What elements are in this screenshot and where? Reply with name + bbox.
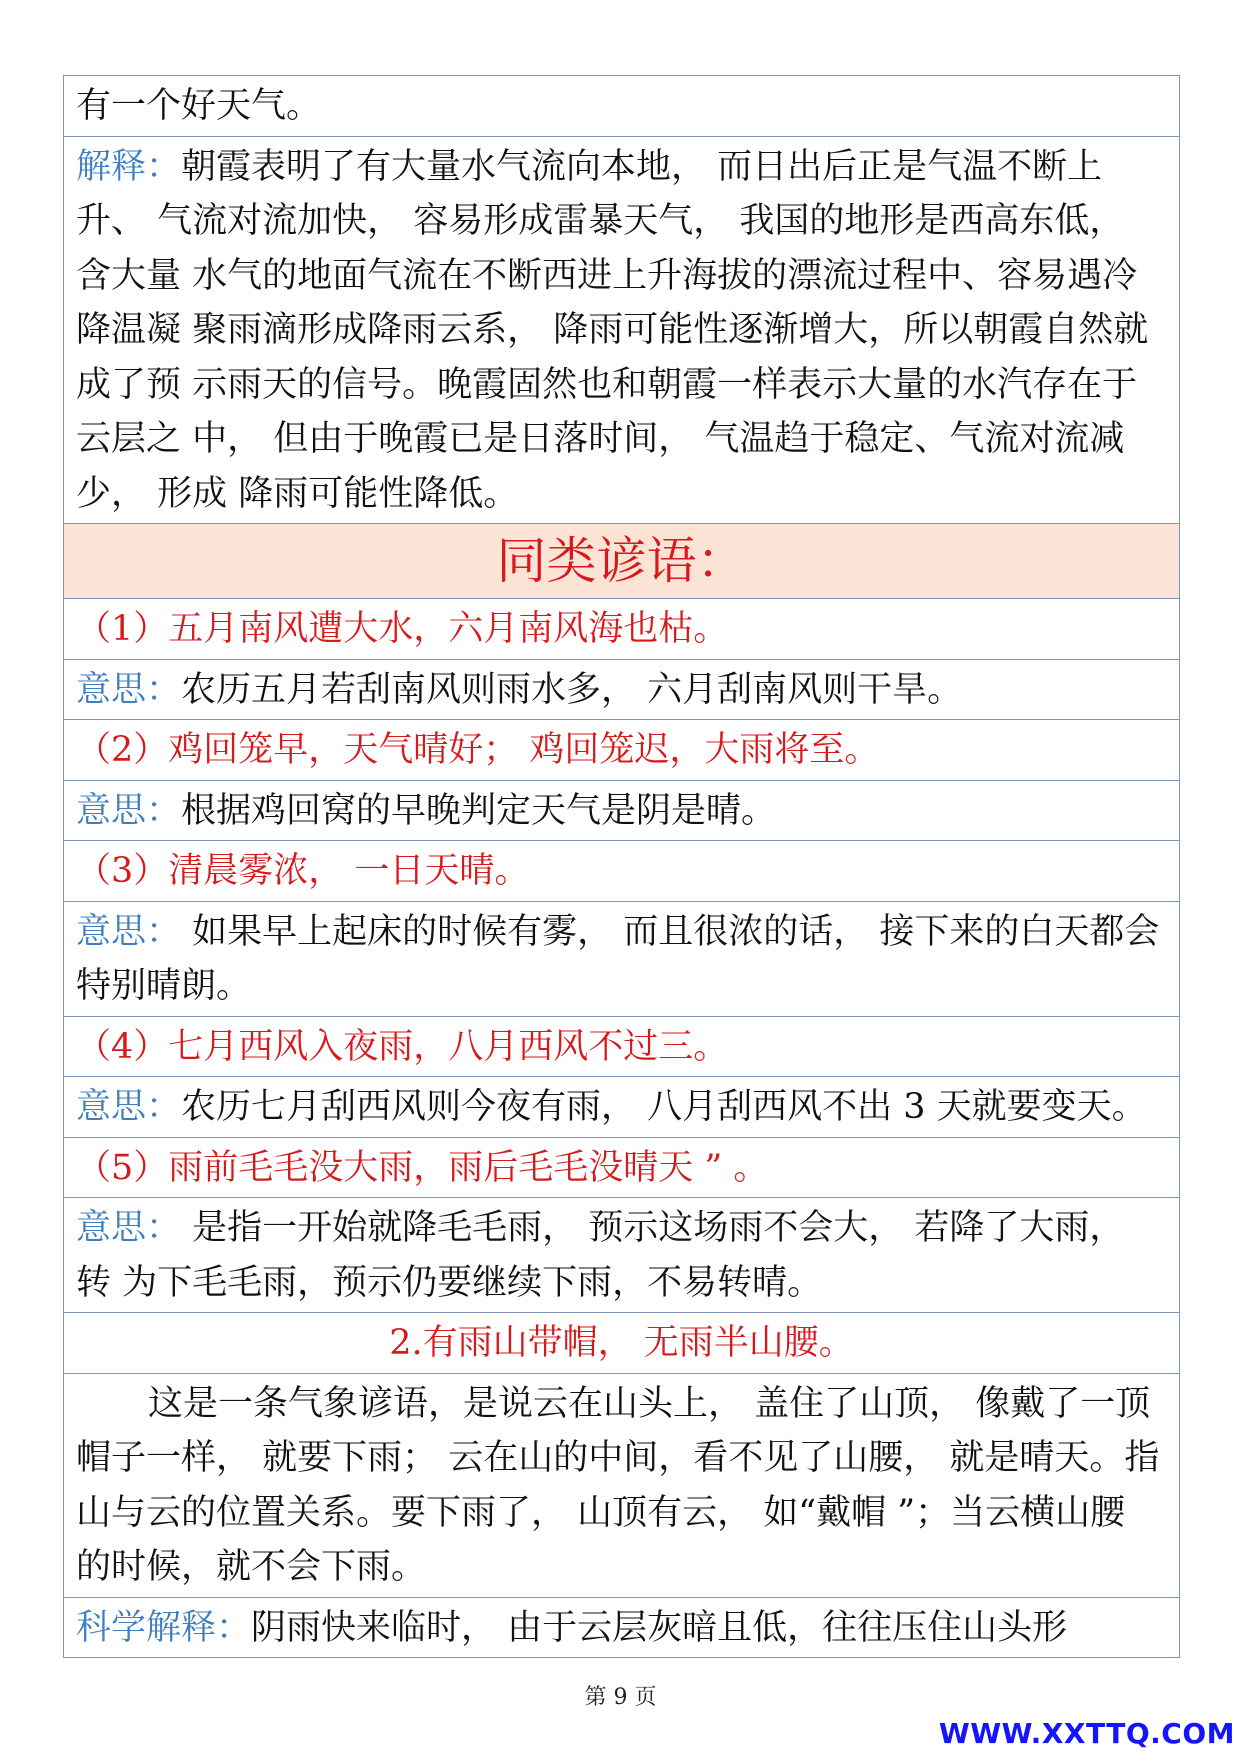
proverb-3: （3）清晨雾浓， 一日天晴。 xyxy=(64,841,1180,902)
proverb-2: （2）鸡回笼早，天气晴好； 鸡回笼迟，大雨将至。 xyxy=(64,720,1180,781)
meaning-text: 农历七月刮西风则今夜有雨， 八月刮西风不出 3 天就要变天。 xyxy=(181,1087,1147,1127)
table-row xyxy=(64,1597,1180,1658)
meaning-text: 农历五月若刮南风则雨水多， 六月刮南风则干旱。 xyxy=(181,669,963,710)
table-row xyxy=(64,524,1180,599)
meaning-label: 意思： xyxy=(76,790,182,831)
table-row xyxy=(64,841,1180,902)
meaning-label: 意思： xyxy=(76,911,182,952)
proverb-1: （1）五月南风遭大水，六月南风海也枯。 xyxy=(64,599,1180,660)
meaning-text: 根据鸡回窝的早晚判定天气是阴是晴。 xyxy=(181,790,777,831)
table-row xyxy=(64,901,1180,1016)
meaning-text: 是指一开始就降毛毛雨， 预示这场雨不会大， 若降了大雨， 转 为下毛毛雨，预示仍要继续下雨，不易转晴。 xyxy=(76,1208,1125,1303)
content-table xyxy=(63,75,1180,1658)
explanation-label: 解释： xyxy=(76,146,182,187)
explanation-text: 朝霞表明了有大量水气流向本地， 而日出后正是气温不断上升、 气流对流加快， 容易形成雷暴天气， 我国的地形是西高东低， 含大量 水气的地面气流在不断西进上升海拔的漂流过程中、容易遇冷降温凝 聚雨滴形成降雨云系， 降雨可能性逐渐增大，所以朝霞自然就成了预 示雨天的信号。晚霞固然也和朝霞一样表示大量的水汽存在于云层之 中， 但由于晚霞已是日落时间， 气温趋于稳定、气流对流减少， 形成 降雨可能性降低。 xyxy=(76,146,1149,514)
proverb-4: （4）七月西风入夜雨，八月西风不过三。 xyxy=(64,1016,1180,1077)
page-number: 第 9 页 xyxy=(584,1685,657,1710)
meaning-cell xyxy=(64,901,1180,1016)
section-header: 同类谚语： xyxy=(64,524,1180,599)
table-row xyxy=(64,659,1180,720)
meaning-text: 如果早上起床的时候有雾， 而且很浓的话， 接下来的白天都会 特别晴朗。 xyxy=(76,911,1160,1006)
paragraph-cell: 这是一条气象谚语，是说云在山头上， 盖住了山顶， 像戴了一顶 帽子一样， 就要下雨； 云在山的中间，看不见了山腰， 就是晴天。指 山与云的位置关系。要下雨了， 山顶有云， 如“戴帽 ”；当云横山腰 的时候，就不会下雨。 xyxy=(64,1373,1180,1597)
table-row xyxy=(64,720,1180,781)
body-text: 有一个好天气。 xyxy=(76,86,322,126)
table-row xyxy=(64,136,1180,524)
meaning-label: 意思： xyxy=(76,1208,182,1248)
meaning-cell xyxy=(64,1077,1180,1138)
table-row xyxy=(64,1198,1180,1313)
meaning-cell xyxy=(64,1198,1180,1313)
table-row xyxy=(64,1137,1180,1198)
table-row xyxy=(64,76,1180,137)
science-text: 阴雨快来临时， 由于云层灰暗且低，往往压住山头形 xyxy=(251,1607,1068,1648)
table-row xyxy=(64,1077,1180,1138)
explanation-cell xyxy=(64,136,1180,524)
table-row xyxy=(64,1373,1180,1597)
science-label: 科学解释： xyxy=(76,1607,252,1648)
science-cell xyxy=(64,1597,1180,1658)
watermark: WWW.XXTTQ.COM xyxy=(938,1717,1235,1750)
text-cell xyxy=(64,76,1180,137)
meaning-label: 意思： xyxy=(76,1087,182,1127)
table-row xyxy=(64,599,1180,660)
proverb-5: （5）雨前毛毛没大雨，雨后毛毛没晴天 ” 。 xyxy=(64,1137,1180,1198)
proverb-title-2: 2.有雨山带帽， 无雨半山腰。 xyxy=(64,1313,1180,1374)
meaning-cell xyxy=(64,659,1180,720)
table-row xyxy=(64,780,1180,841)
table-row xyxy=(64,1313,1180,1374)
meaning-label: 意思： xyxy=(76,669,182,710)
meaning-cell xyxy=(64,780,1180,841)
table-row xyxy=(64,1016,1180,1077)
